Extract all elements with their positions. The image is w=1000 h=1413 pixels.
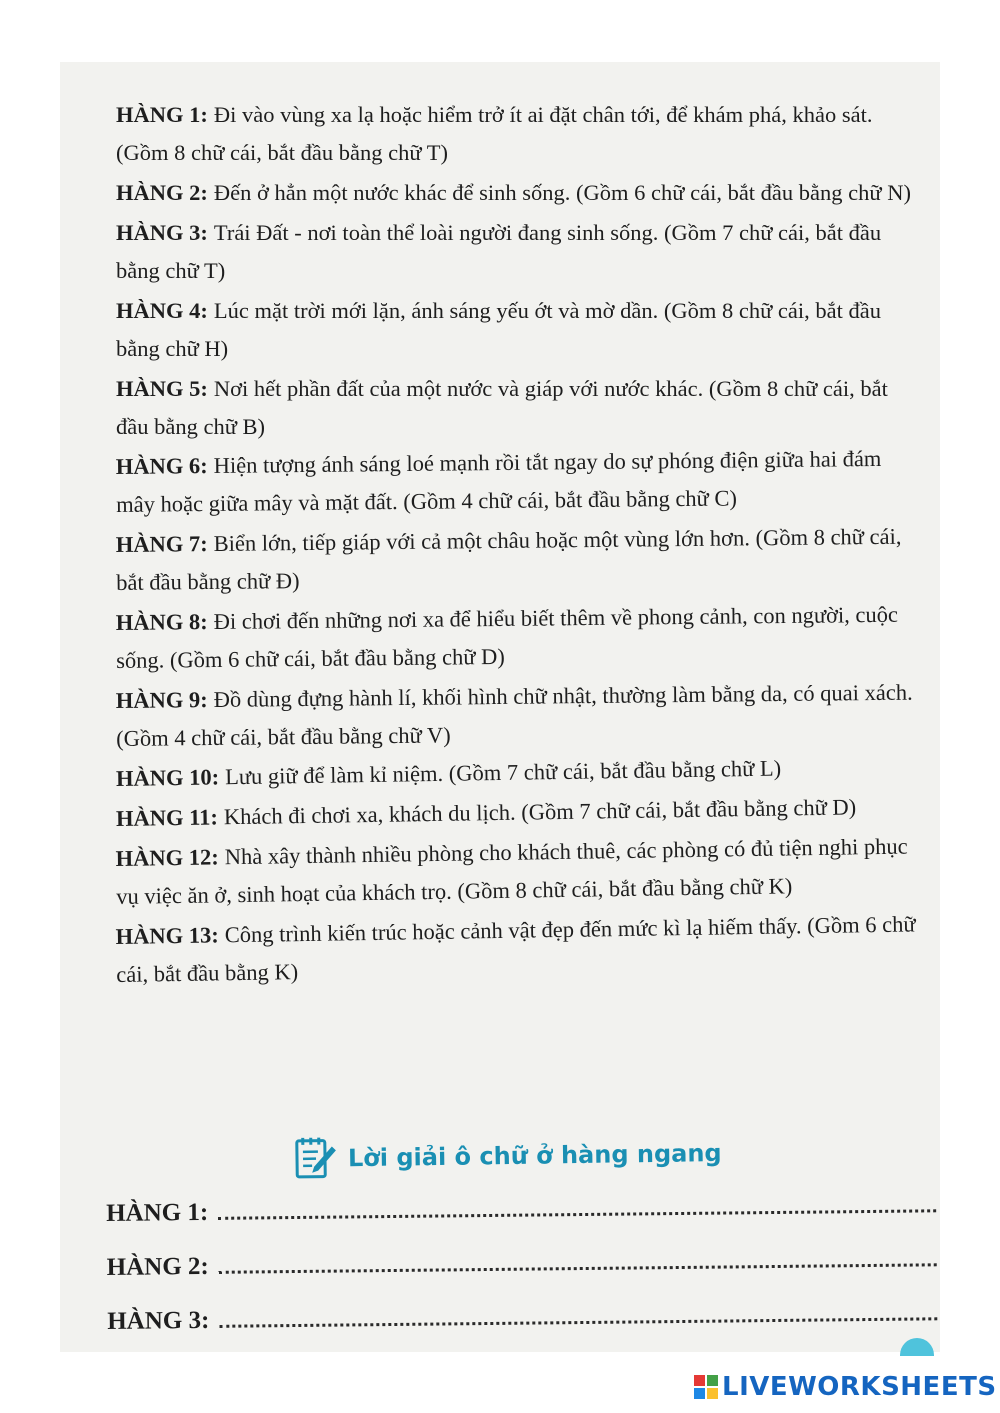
clue-row-7	[116, 518, 917, 602]
clue-label: HÀNG 5:	[116, 376, 208, 401]
liveworksheets-brand	[694, 1372, 997, 1402]
clue-row-13	[115, 905, 916, 994]
answer-row-3	[107, 1299, 938, 1362]
clue-list	[116, 96, 916, 996]
clue-text: Khách đi chơi xa, khách du lịch. (Gồm 7 chữ cái, bắt đầu bằng chữ D)	[223, 794, 857, 830]
clue-label: HÀNG 2:	[116, 180, 208, 205]
clue-text: Đi chơi đến những nơi xa để hiểu biết thêm về phong cảnh, con người, cuộc sống. (Gồm 6 chữ cái, bắt đầu bằng chữ D)	[116, 601, 899, 673]
clue-text: Công trình kiến trúc hoặc cảnh vật đẹp đến mức kì lạ hiếm thấy. (Gồm 6 chữ cái, bắt đầu bằng K)	[116, 911, 916, 987]
answer-line-2[interactable]	[219, 1249, 937, 1274]
clue-row-2	[116, 174, 916, 212]
worksheet-page	[60, 62, 940, 1352]
section-heading-text: Lời giải ô chữ ở hàng ngang	[347, 1139, 722, 1173]
clue-text: Lúc mặt trời mới lặn, ánh sáng yếu ớt và mờ dần. (Gồm 8 chữ cái, bắt đầu bằng chữ H)	[116, 298, 881, 361]
clue-label: HÀNG 12:	[115, 844, 220, 872]
pencil-notepad-icon	[294, 1134, 339, 1183]
clue-text: Trái Đất - nơi toàn thể loài người đang sinh sống. (Gồm 7 chữ cái, bắt đầu bằng chữ T)	[116, 220, 882, 283]
clue-label: HÀNG 1:	[116, 102, 208, 127]
answers-section-heading	[294, 1129, 722, 1183]
answer-row-2	[107, 1245, 938, 1308]
brand-name: LIVEWORKSHEETS	[722, 1372, 997, 1402]
answer-line-3[interactable]	[219, 1303, 937, 1328]
liveworksheets-logo-icon	[694, 1375, 718, 1399]
clue-text: Đến ở hẳn một nước khác để sinh sống. (Gồm 6 chữ cái, bắt đầu bằng chữ N)	[213, 180, 911, 205]
answer-label: HÀNG 2:	[106, 1252, 209, 1281]
clue-text: Biển lớn, tiếp giáp với cả một châu hoặc một vùng lớn hơn. (Gồm 8 chữ cái, bắt đầu bằng chữ Đ)	[116, 523, 902, 595]
clue-label: HÀNG 7:	[115, 531, 208, 558]
clue-row-4	[116, 292, 916, 368]
answer-list	[106, 1191, 938, 1362]
answer-row-1	[106, 1191, 937, 1254]
clue-text: Đồ dùng đựng hành lí, khối hình chữ nhật, thường làm bằng da, có quai xách. (Gồm 4 chữ cái, bắt đầu bằng chữ V)	[116, 679, 913, 751]
answer-label: HÀNG 3:	[107, 1306, 210, 1335]
clue-label: HÀNG 4:	[116, 298, 208, 323]
clue-text: Đi vào vùng xa lạ hoặc hiểm trở ít ai đặt chân tới, để khám phá, khảo sát. (Gồm 8 chữ cái, bắt đầu bằng chữ T)	[116, 102, 873, 165]
clue-label: HÀNG 11:	[115, 804, 219, 831]
clue-label: HÀNG 10:	[115, 764, 220, 791]
answer-line-1[interactable]	[218, 1195, 936, 1220]
clue-label: HÀNG 9:	[115, 687, 208, 714]
clue-row-9	[116, 674, 917, 758]
clue-label: HÀNG 3:	[116, 220, 208, 245]
clue-row-3	[116, 214, 916, 290]
clue-row-12	[115, 827, 916, 916]
clue-label: HÀNG 8:	[115, 609, 208, 636]
clue-text: Nơi hết phần đất của một nước và giáp với nước khác. (Gồm 8 chữ cái, bắt đầu bằng chữ B)	[116, 376, 888, 439]
clue-text: Nhà xây thành nhiều phòng cho khách thuê, các phòng có đủ tiện nghi phục vụ việc ăn ở, sinh hoạt của khách trọ. (Gồm 8 chữ cái, bắt đầu bằng chữ K)	[116, 833, 908, 909]
clue-text: Hiện tượng ánh sáng loé mạnh rồi tắt ngay do sự phóng điện giữa hai đám mây hoặc giữa mây và mặt đất. (Gồm 4 chữ cái, bắt đầu bằng chữ C)	[116, 445, 882, 517]
clue-row-1	[116, 96, 916, 172]
clue-row-6	[116, 440, 917, 524]
clue-label: HÀNG 6:	[115, 453, 208, 480]
clue-row-5	[116, 370, 916, 446]
clue-label: HÀNG 13:	[115, 922, 220, 950]
clue-text: Lưu giữ để làm kỉ niệm. (Gồm 7 chữ cái, bắt đầu bằng chữ L)	[224, 755, 782, 790]
clue-row-8	[116, 596, 917, 680]
answer-label: HÀNG 1:	[106, 1198, 209, 1227]
